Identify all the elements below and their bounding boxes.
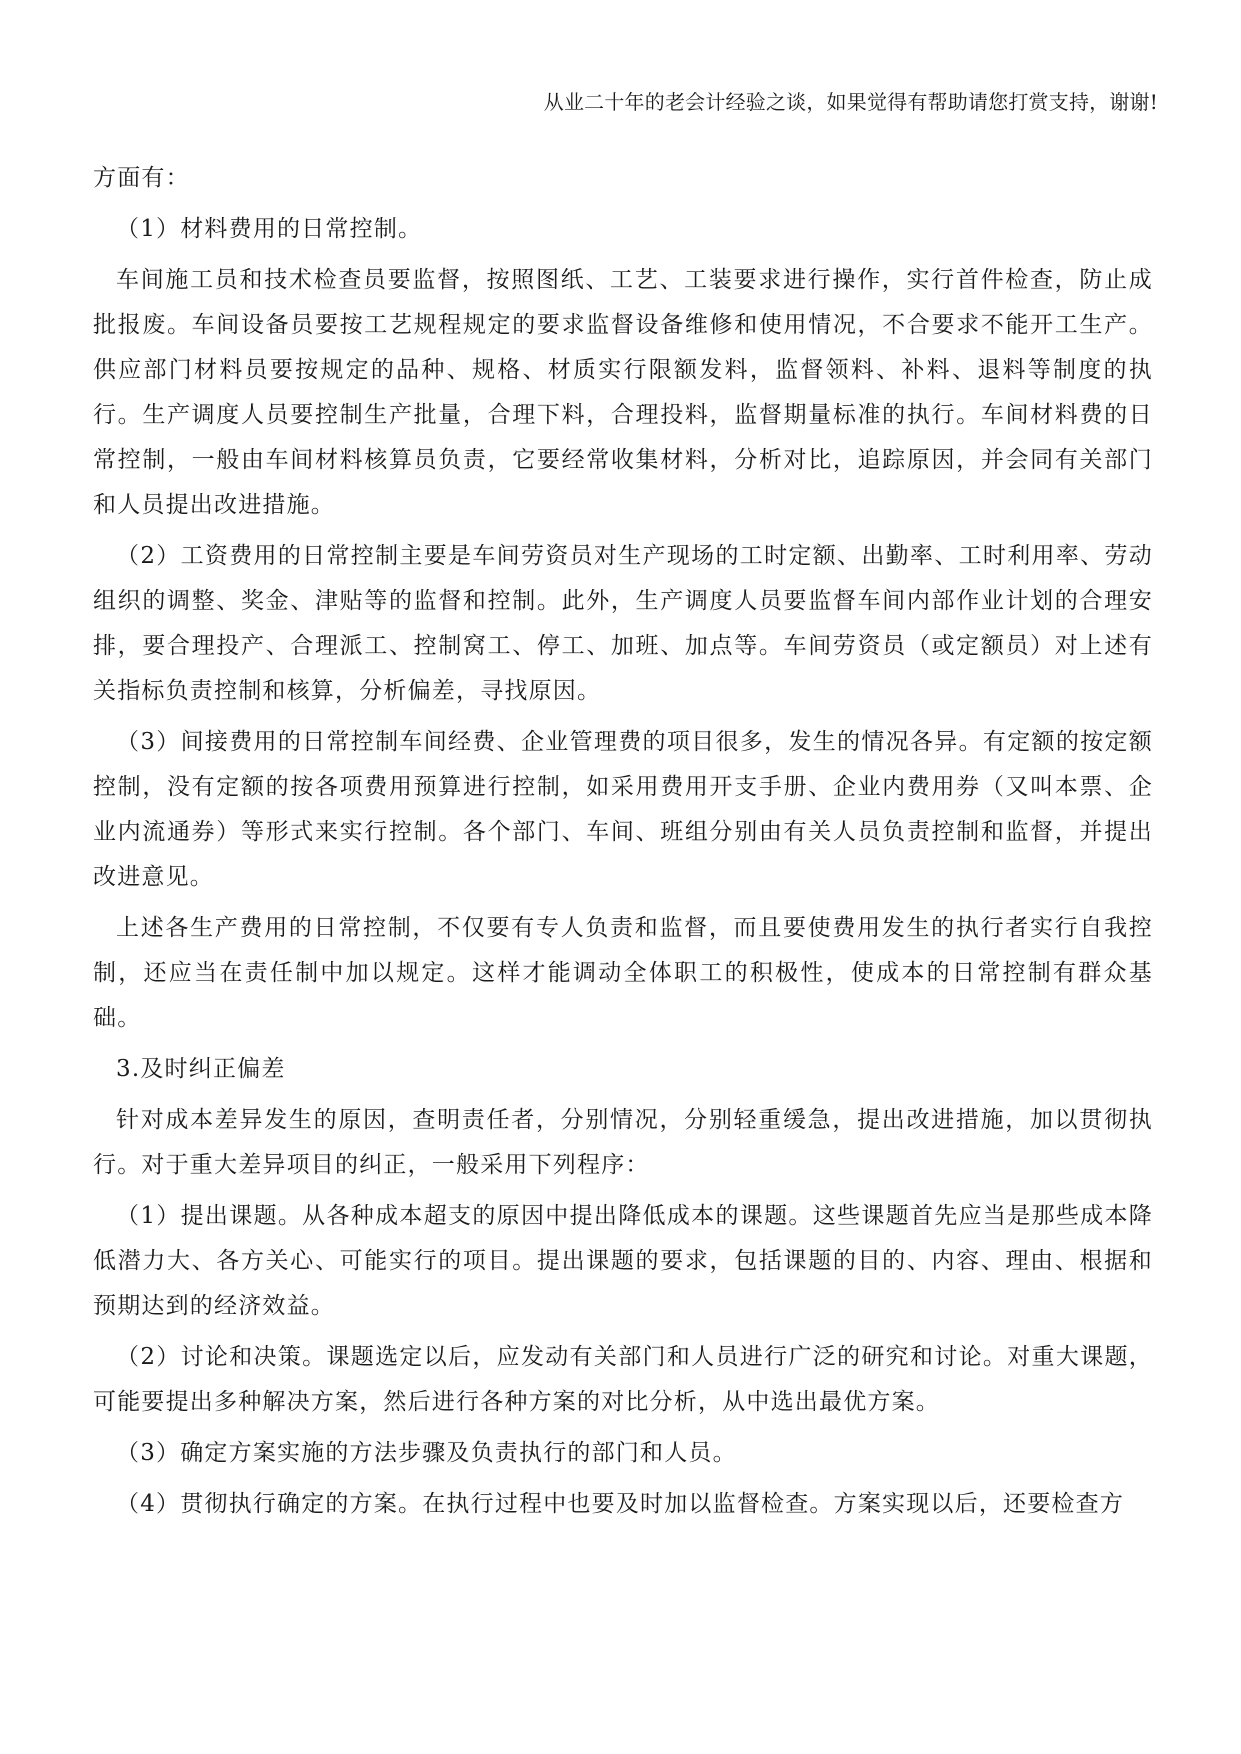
- paragraph: （2）讨论和决策。课题选定以后，应发动有关部门和人员进行广泛的研究和讨论。对重大课题，可能要提出多种解决方案，然后进行各种方案的对比分析，从中选出最优方案。: [93, 1344, 1153, 1415]
- paragraph: （2）工资费用的日常控制主要是车间劳资员对生产现场的工时定额、出勤率、工时利用率、劳动组织的调整、奖金、津贴等的监督和控制。此外，生产调度人员要监督车间内部作业计划的合理安排，要合理投产、合理派工、控制窝工、停工、加班、加点等。车间劳资员（或定额员）对上述有关指标负责控制和核算，分析偏差，寻找原因。: [93, 543, 1153, 704]
- paragraph: （4）贯彻执行确定的方案。在执行过程中也要及时加以监督检查。方案实现以后，还要检查方: [116, 1491, 1125, 1517]
- paragraph: 针对成本差异发生的原因，查明责任者，分别情况，分别轻重缓急，提出改进措施，加以贯彻执行。对于重大差异项目的纠正，一般采用下列程序：: [93, 1107, 1153, 1178]
- paragraph: 上述各生产费用的日常控制，不仅要有专人负责和监督，而且要使费用发生的执行者实行自我控制，还应当在责任制中加以规定。这样才能调动全体职工的积极性，使成本的日常控制有群众基础。: [93, 915, 1153, 1031]
- paragraph: （3）确定方案实施的方法步骤及负责执行的部门和人员。: [116, 1440, 737, 1466]
- paragraph: 车间施工员和技术检查员要监督，按照图纸、工艺、工装要求进行操作，实行首件检查，防止成批报废。车间设备员要按工艺规程规定的要求监督设备维修和使用情况，不合要求不能开工生产。供应部门材料员要按规定的品种、规格、材质实行限额发料，监督领料、补料、退料等制度的执行。生产调度人员要控制生产批量，合理下料，合理投料，监督期量标准的执行。车间材料费的日常控制，一般由车间材料核算员负责，它要经常收集材料，分析对比，追踪原因，并会同有关部门和人员提出改进措施。: [93, 267, 1153, 518]
- header-note: 从业二十年的老会计经验之谈，如果觉得有帮助请您打赏支持，谢谢!: [543, 90, 1158, 114]
- document-body: [93, 156, 1153, 1533]
- paragraph: （3）间接费用的日常控制车间经费、企业管理费的项目很多，发生的情况各异。有定额的按定额控制，没有定额的按各项费用预算进行控制，如采用费用开支手册、企业内费用券（又叫本票、企业内流通券）等形式来实行控制。各个部门、车间、班组分别由有关人员负责控制和监督，并提出改进意见。: [93, 729, 1153, 890]
- paragraph: 方面有：: [93, 165, 190, 191]
- section-heading: 3.及时纠正偏差: [116, 1056, 286, 1082]
- paragraph: （1）材料费用的日常控制。: [116, 216, 423, 242]
- paragraph: （1）提出课题。从各种成本超支的原因中提出降低成本的课题。这些课题首先应当是那些成本降低潜力大、各方关心、可能实行的项目。提出课题的要求，包括课题的目的、内容、理由、根据和预期达到的经济效益。: [93, 1203, 1153, 1319]
